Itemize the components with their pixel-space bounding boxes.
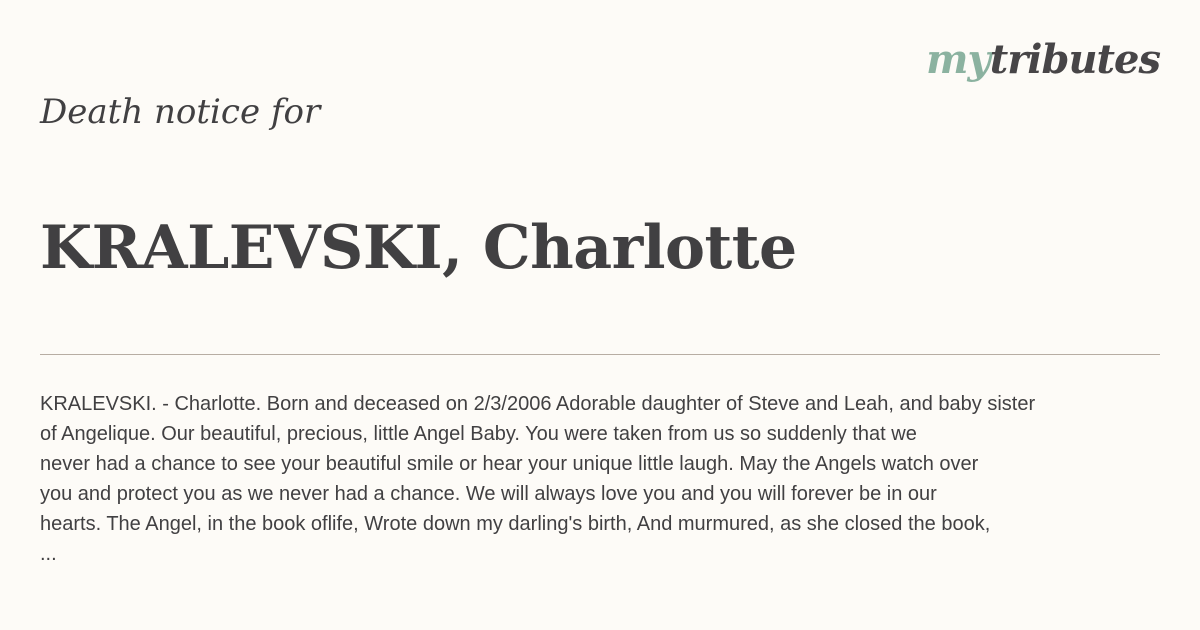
page-subtitle: Death notice for [40,92,321,132]
logo-suffix: tributes [989,36,1160,83]
notice-line: KRALEVSKI. - Charlotte. Born and deceased on 2/3/2006 Adorable daughter of Steve and Leah, and baby sister [40,393,1036,415]
notice-line: never had a chance to see your beautiful smile or hear your unique little laugh. May the Angels watch over [40,453,979,475]
notice-line: hearts. The Angel, in the book oflife, Wrote down my darling's birth, And murmured, as she closed the book, [40,513,991,535]
notice-ellipsis: ... [40,543,57,565]
page-title: KRALEVSKI, Charlotte [40,213,797,283]
mytributes-logo[interactable] [926,36,1160,84]
divider [40,354,1160,355]
notice-line: of Angelique. Our beautiful, precious, little Angel Baby. You were taken from us so suddenly that we [40,423,917,445]
logo-prefix: my [926,36,990,83]
notice-line: you and protect you as we never had a chance. We will always love you and you will forever be in our [40,483,937,505]
notice-text [40,389,1160,569]
